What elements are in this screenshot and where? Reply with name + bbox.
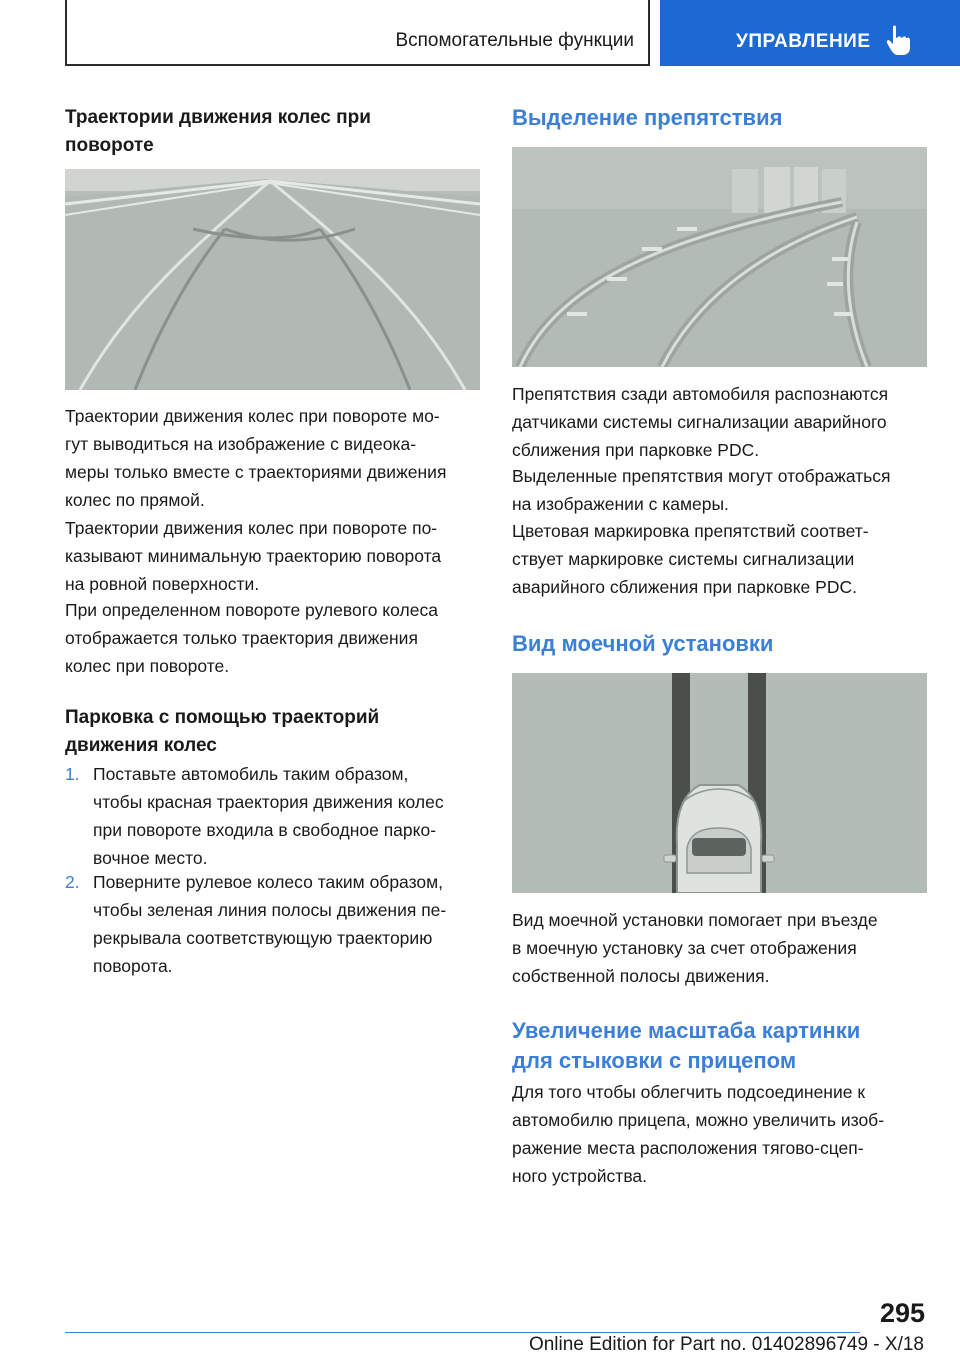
obstacle-paragraph-1	[512, 380, 888, 464]
obstacle-highlight-image	[512, 147, 927, 367]
step-number: 2.	[65, 872, 80, 892]
text-line: ствует маркировке системы сигнализации	[512, 549, 855, 569]
heading-line: повороте	[65, 135, 154, 156]
heading-line: для стыковки с прицепом	[512, 1048, 797, 1073]
text-line: на изображении с камеры.	[512, 494, 729, 514]
text-line: казывают минимальную траекторию поворота	[65, 546, 442, 566]
section-title-trailer-zoom	[512, 1016, 860, 1076]
text-line: собственной полосы движения.	[512, 966, 770, 986]
step-2-text	[93, 868, 446, 980]
text-line: колес при повороте.	[65, 656, 230, 676]
chapter-title: УПРАВЛЕНИЕ	[736, 31, 871, 52]
text-line: сближения при парковке PDC.	[512, 440, 760, 460]
heading-line: Увеличение масштаба картинки	[512, 1018, 861, 1043]
header-chapter-tab	[660, 0, 960, 66]
heading-line: Парковка с помощью траекторий	[65, 707, 380, 728]
text-line: при повороте входила в свободное парко-	[93, 820, 437, 840]
text-line: вочное место.	[93, 848, 208, 868]
section-title: Вспомогательные функции	[395, 30, 634, 51]
section-title-car-wash-view: Вид моечной установки	[512, 631, 774, 656]
text-line: При определенном повороте рулевого колеса	[65, 600, 438, 620]
heading-parking-with-trajectories	[65, 704, 379, 760]
section-title-obstacle-highlight: Выделение препятствия	[512, 105, 783, 130]
text-line: гут выводиться на изображение с видеока-	[65, 434, 417, 454]
paragraph-3	[65, 596, 438, 680]
paragraph-1	[65, 402, 446, 514]
text-line: Выделенные препятствия могут отображаться	[512, 466, 891, 486]
text-line: Цветовая маркировка препятствий соответ-	[512, 521, 869, 541]
text-line: датчиками системы сигнализации аварийного	[512, 412, 887, 432]
text-line: автомобилю прицепа, можно увеличить изоб-	[512, 1110, 885, 1130]
page-number: 295	[880, 1298, 926, 1328]
heading-wheel-trajectories	[65, 104, 371, 160]
heading-line: движения колес	[65, 735, 217, 756]
hand-pointer-icon	[884, 24, 912, 56]
step-1-text	[93, 760, 444, 872]
text-line: Поставьте автомобиль таким образом,	[93, 764, 409, 784]
text-line: Для того чтобы облегчить подсоединение к	[512, 1082, 865, 1102]
text-line: ражение места расположения тягово-сцеп-	[512, 1138, 864, 1158]
car-wash-paragraph	[512, 906, 878, 990]
text-line: на ровной поверхности.	[65, 574, 260, 594]
text-line: меры только вместе с траекториями движения	[65, 462, 447, 482]
text-line: чтобы зеленая линия полосы движения пе-	[93, 900, 447, 920]
heading-line: Траектории движения колес при	[65, 107, 371, 128]
turning-trajectories-image	[65, 169, 480, 390]
obstacle-paragraph-2	[512, 462, 891, 518]
text-line: Траектории движения колес при повороте мо-	[65, 406, 440, 426]
text-line: Поверните рулевое колесо таким образом,	[93, 872, 444, 892]
obstacle-paragraph-3	[512, 517, 869, 601]
text-line: поворота.	[93, 956, 173, 976]
step-number: 1.	[65, 764, 80, 784]
paragraph-2	[65, 514, 441, 598]
footer-edition-text: Online Edition for Part no. 01402896749 - X/18	[528, 1334, 924, 1355]
car-wash-view-image	[512, 673, 927, 893]
text-line: аварийного сближения при парковке PDC.	[512, 577, 857, 597]
header-section-tab	[65, 0, 650, 66]
trailer-zoom-paragraph	[512, 1078, 884, 1190]
text-line: Вид моечной установки помогает при въезде	[512, 910, 878, 930]
text-line: рекрывала соответствующую траекторию	[93, 928, 433, 948]
text-line: Препятствия сзади автомобиля распознаются	[512, 384, 889, 404]
text-line: колес по прямой.	[65, 490, 205, 510]
text-line: Траектории движения колес при повороте по-	[65, 518, 438, 538]
text-line: чтобы красная траектория движения колес	[93, 792, 444, 812]
text-line: в моечную установку за счет отображения	[512, 938, 857, 958]
footer-divider	[65, 1332, 860, 1333]
text-line: отображается только траектория движения	[65, 628, 418, 648]
text-line: ного устройства.	[512, 1166, 648, 1186]
